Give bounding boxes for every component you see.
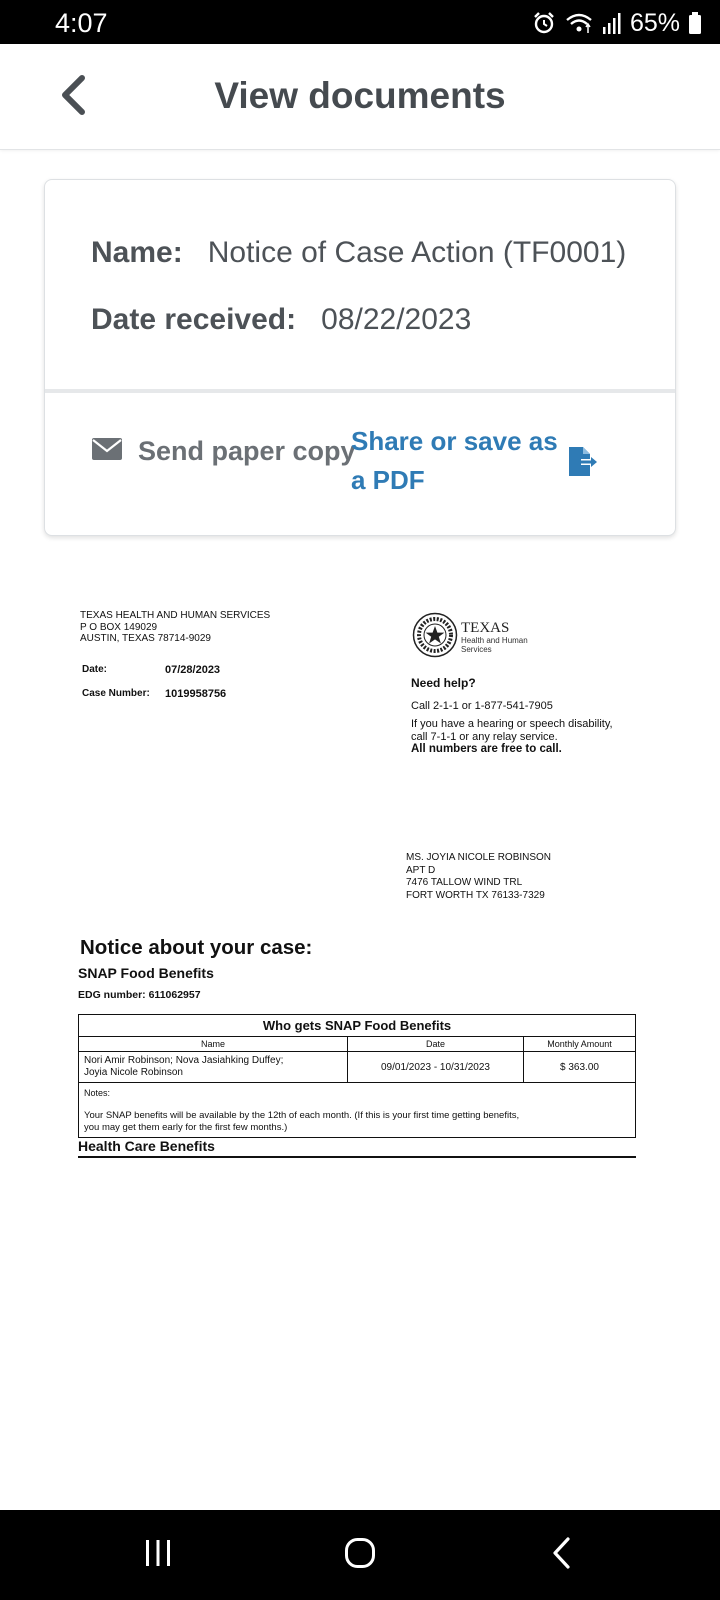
table-cell-date: 09/01/2023 - 10/31/2023 <box>348 1052 524 1082</box>
document-preview[interactable] <box>70 596 650 1180</box>
texas-hhs-logo <box>412 612 528 663</box>
navigation-bar <box>0 1510 720 1600</box>
table-title: Who gets SNAP Food Benefits <box>79 1015 635 1037</box>
recipient-line: 7476 TALLOW WIND TRL <box>406 877 523 888</box>
signal-icon <box>602 12 622 34</box>
letter-date-label: Date: <box>82 664 108 675</box>
recipient-line: APT D <box>406 864 436 876</box>
help-phone: Call 2-1-1 or 1-877-541-7905 <box>411 699 553 712</box>
battery-percentage: 65% <box>629 8 680 37</box>
send-paper-copy-label: Send paper copy <box>138 436 356 466</box>
table-row <box>79 1052 635 1083</box>
table-cell-amount: $ 363.00 <box>560 1061 599 1073</box>
sender-line: AUSTIN, TEXAS 78714-9029 <box>80 633 211 644</box>
share-save-pdf-button[interactable] <box>351 422 611 500</box>
status-bar <box>0 0 720 44</box>
home-button[interactable] <box>330 1535 390 1575</box>
logo-title: TEXAS <box>461 620 510 636</box>
help-title: Need help? <box>411 676 476 690</box>
home-icon <box>344 1537 376 1574</box>
table-header: Monthly Amount <box>547 1039 612 1049</box>
sender-line: P O BOX 149029 <box>80 621 158 633</box>
back-icon <box>550 1536 574 1575</box>
snap-benefits-table <box>78 1014 636 1138</box>
notice-title: Notice about your case: <box>80 936 313 959</box>
recipient-line: FORT WORTH TX 76133-7329 <box>406 889 545 901</box>
notes-label: Notes: <box>84 1088 111 1098</box>
edg-label: EDG number: <box>78 989 146 1001</box>
edg-number <box>78 989 201 1001</box>
table-header: Name <box>79 1037 348 1051</box>
app-header <box>0 44 720 150</box>
table-notes <box>79 1083 635 1137</box>
document-info-card <box>44 179 676 536</box>
logo-line: Health and Human <box>461 636 528 645</box>
card-divider <box>45 389 675 393</box>
date-received-row <box>91 303 471 337</box>
case-number-label: Case Number: <box>82 688 150 699</box>
table-header-row <box>79 1037 635 1052</box>
page-title: View documents <box>214 75 506 116</box>
help-free: All numbers are free to call. <box>411 743 562 755</box>
help-section <box>411 677 641 756</box>
notes-text: Your SNAP benefits will be available by the 12th of each month. (If this is your first time getting benefits, <box>84 1110 520 1121</box>
envelope-icon <box>91 437 123 466</box>
table-cell-names <box>79 1052 348 1082</box>
recent-apps-button[interactable] <box>128 1535 188 1575</box>
document-name-row <box>91 236 626 270</box>
send-paper-copy-button[interactable] <box>91 436 356 467</box>
program-title: SNAP Food Benefits <box>78 965 214 981</box>
health-care-title: Health Care Benefits <box>78 1138 215 1154</box>
file-export-icon <box>567 446 601 483</box>
sender-address <box>80 610 270 645</box>
document-name-label: Name: <box>91 236 183 269</box>
status-time: 4:07 <box>55 8 108 38</box>
recipient-line: MS. JOYIA NICOLE ROBINSON <box>406 852 552 863</box>
letter-date-row <box>82 664 220 676</box>
recent-apps-icon <box>143 1538 173 1573</box>
case-number-row <box>82 688 226 700</box>
help-disability: call 7-1-1 or any relay service. <box>411 730 558 743</box>
table-header: Date <box>348 1037 524 1051</box>
case-number-value: 1019958756 <box>165 688 227 700</box>
share-save-pdf-label: Share or save as a PDF <box>351 426 558 495</box>
sender-line: TEXAS HEALTH AND HUMAN SERVICES <box>80 610 271 621</box>
status-icons <box>532 9 702 37</box>
name-line: Joyia Nicole Robinson <box>84 1067 183 1078</box>
recipient-address <box>406 852 551 902</box>
logo-line: Services <box>461 645 492 654</box>
system-back-button[interactable] <box>532 1535 592 1575</box>
battery-icon <box>688 11 702 35</box>
texas-seal-icon <box>412 612 458 663</box>
alarm-icon <box>532 11 556 35</box>
document-name-value: Notice of Case Action (TF0001) <box>207 236 627 269</box>
date-received-value: 08/22/2023 <box>321 303 472 336</box>
date-received-label: Date received: <box>91 303 297 336</box>
name-line: Nori Amir Robinson; Nova Jasiahking Duffey; <box>84 1055 284 1066</box>
help-disability: If you have a hearing or speech disability, <box>411 718 613 730</box>
table-border <box>78 1156 636 1158</box>
edg-value: 611062957 <box>148 989 201 1001</box>
wifi-icon <box>564 11 594 35</box>
notes-text: you may get them early for the first few months.) <box>84 1122 288 1133</box>
letter-date-value: 07/28/2023 <box>165 664 221 676</box>
